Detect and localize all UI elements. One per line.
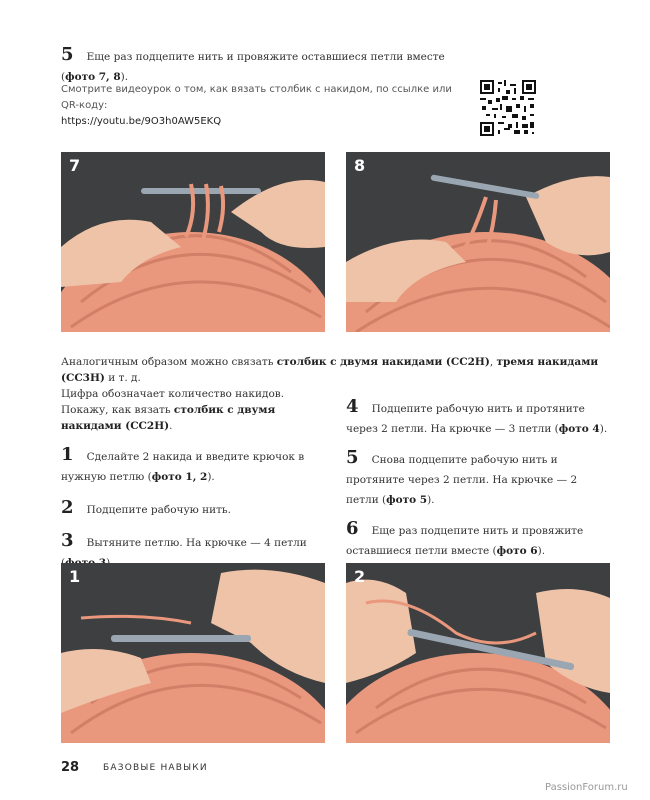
step-text: Подцепите рабочую нить.	[86, 504, 231, 516]
step-text: Еще раз подцепите нить и провяжите оставшиеся петли вместе (фото 7, 8).	[61, 51, 445, 83]
step-5	[346, 447, 611, 508]
step-number: 4	[346, 396, 359, 417]
step-number: 3	[61, 530, 74, 551]
step-text: Еще раз подцепите нить и провяжите оставшиеся петли вместе (фото 6).	[346, 525, 584, 557]
step-text: Сделайте 2 накида и введите крючок в нужную петлю (фото 1, 2).	[61, 451, 305, 483]
watermark: PassionForum.ru	[545, 782, 628, 793]
step-text: Подцепите рабочую нить и протяните через 2 петли. На крючке — 3 петли (фото 4).	[346, 403, 608, 435]
section-title: БАЗОВЫЕ НАВЫКИ	[103, 763, 208, 773]
step-2	[61, 497, 326, 518]
photo-7	[61, 152, 325, 332]
step-text: Снова подцепите рабочую нить и протяните через 2 петли. На крючке — 2 петли (фото 5).	[346, 454, 578, 506]
photo-number: 1	[69, 567, 81, 586]
step-number: 5	[346, 447, 359, 468]
photo-number: 2	[354, 567, 366, 586]
step-number: 5	[61, 44, 74, 65]
photo-number: 7	[69, 156, 81, 175]
step-1	[61, 444, 326, 485]
video-note	[61, 82, 471, 130]
photo-1	[61, 563, 325, 743]
photo-number: 8	[354, 156, 366, 175]
qr-code[interactable]	[480, 80, 536, 136]
intro-paragraph: Покажу, как вязать столбик с двумя накидами (СС2Н).	[61, 404, 276, 432]
step-text: Вытяните петлю. На крючке — 4 петли	[86, 537, 307, 549]
step-5-top	[61, 44, 481, 85]
similar-paragraph	[61, 354, 616, 402]
step-number: 6	[346, 518, 359, 539]
step-number: 1	[61, 444, 74, 465]
photo-2	[346, 563, 610, 743]
steps-left	[61, 444, 326, 571]
similar-line-1: Аналогичным образом можно связать столбик с двумя накидами (СС2Н), тремя накидами (СС3Н) и т. д.	[61, 356, 599, 384]
step-number: 2	[61, 497, 74, 518]
step-4	[346, 396, 611, 437]
photo-8	[346, 152, 610, 332]
page-number: 28	[61, 760, 80, 775]
video-link[interactable]: https://youtu.be/9O3h0AW5EKQ	[61, 116, 222, 127]
video-text: Смотрите видеоурок о том, как вязать столбик с накидом, по ссылке или QR-коду:	[61, 84, 452, 111]
steps-right	[346, 396, 611, 559]
step-6	[346, 518, 611, 559]
similar-line-2: Цифра обозначает количество накидов.	[61, 388, 285, 400]
